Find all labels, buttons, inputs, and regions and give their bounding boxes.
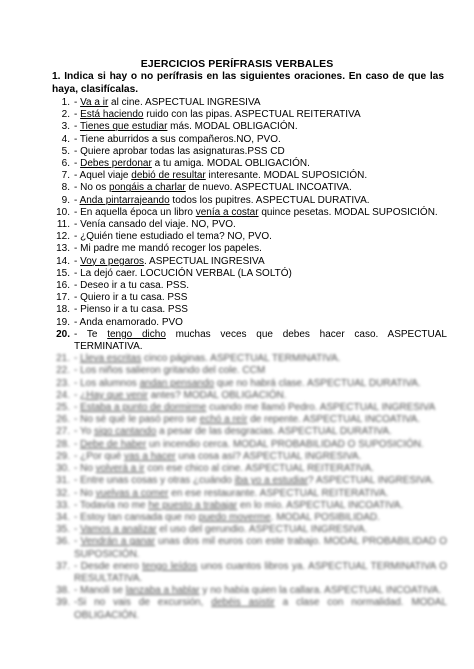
item-text-segment: - Los niños salieron gritando del cole. CCM	[74, 365, 266, 377]
item-text	[74, 182, 447, 194]
item-text-segment: - Tiene aburridos a sus compañeros.NO, PVO.	[74, 133, 281, 145]
periphrasis-underlined: andan pensando	[139, 377, 215, 389]
list-item	[52, 500, 447, 512]
exercise-list	[52, 97, 447, 622]
item-text	[74, 207, 447, 219]
item-text-segment: . ASPECTUAL INGRESIVA	[144, 255, 265, 267]
item-text	[74, 317, 447, 329]
list-item	[52, 182, 447, 194]
item-text-segment: -	[74, 121, 80, 133]
list-item	[52, 280, 447, 292]
item-text-segment: y no había quien la callara. ASPECTUAL INCOATIVA.	[199, 585, 442, 597]
periphrasis-underlined: tengo leídos	[142, 560, 198, 572]
list-item	[52, 475, 447, 487]
item-number: 32.	[56, 487, 70, 499]
item-number: 21.	[56, 353, 70, 365]
item-text-segment: un incendio cerca. MODAL PROBABILIDAD O SUPOSICIÓN.	[146, 438, 424, 450]
item-text-segment: - No	[74, 463, 96, 475]
list-item	[52, 195, 447, 207]
list-item	[52, 317, 447, 329]
list-item	[52, 353, 447, 365]
periphrasis-underlined: Vendrán a ganar	[80, 536, 156, 548]
item-text-segment: de repente. ASPECTUAL INCOATIVA.	[247, 414, 421, 426]
item-number: 10.	[56, 206, 70, 218]
periphrasis-underlined: Lleva escritas	[80, 353, 142, 365]
item-text-segment: -	[74, 194, 80, 206]
periphrasis-underlined: vas a hacer	[124, 450, 176, 462]
list-item	[52, 585, 447, 597]
item-number: 26.	[56, 414, 70, 426]
item-text	[74, 500, 447, 512]
list-item	[52, 158, 447, 170]
item-number: 30.	[56, 463, 70, 475]
item-number: 9.	[61, 194, 70, 206]
periphrasis-underlined: debió de resultar	[131, 170, 206, 182]
item-text-segment: -	[74, 109, 81, 121]
list-item	[52, 597, 447, 621]
list-item	[52, 146, 447, 158]
item-text	[74, 109, 447, 121]
item-text	[74, 451, 447, 463]
item-text	[74, 365, 447, 377]
item-text-segment: muchas veces que debes hacer caso. ASPECTUAL TERMINATIVA.	[74, 328, 447, 353]
item-text-segment: - Te	[74, 328, 108, 340]
item-number: 11.	[56, 219, 70, 231]
item-text-segment: cuando me llamó Pedro. ASPECTUAL INGRESIVA	[206, 402, 436, 414]
item-text-segment: unos cuantos libros ya. ASPECTUAL TERMINATIVA O RESULTATIVA.	[74, 560, 447, 584]
item-text-segment: - No	[74, 487, 96, 499]
periphrasis-underlined: Voy a pegaros	[80, 255, 145, 267]
item-text-segment: todos los pupitres. ASPECTUAL DURATIVA.	[169, 194, 370, 206]
list-item	[52, 207, 447, 219]
item-number: 17.	[56, 292, 70, 304]
list-item	[52, 121, 447, 133]
item-number: 18.	[56, 304, 70, 316]
item-number: 35.	[56, 524, 70, 536]
item-text	[74, 439, 447, 451]
list-item	[52, 134, 447, 146]
item-number: 38.	[56, 585, 70, 597]
item-text	[74, 414, 447, 426]
item-number: 7.	[61, 170, 70, 182]
list-item	[52, 231, 447, 243]
item-text	[74, 488, 447, 500]
item-text-segment: más. MODAL OBLIGACIÓN.	[167, 121, 298, 133]
list-item	[52, 488, 447, 500]
item-text-segment: -	[74, 97, 81, 108]
item-text	[74, 97, 447, 109]
item-number: 23.	[56, 377, 70, 389]
periphrasis-underlined: Tienes que estudiar	[79, 121, 168, 133]
item-number: 27.	[56, 426, 70, 438]
item-text	[74, 426, 447, 438]
item-text-segment: - Mi padre me mandó recoger los papeles.	[74, 243, 262, 255]
item-text-segment: -	[74, 255, 81, 267]
item-number: 28.	[56, 438, 70, 450]
item-text	[74, 146, 447, 158]
item-text	[74, 329, 447, 353]
item-text-segment: - Quiere aprobar todas las asignaturas.PSS CD	[74, 145, 285, 157]
periphrasis-underlined: he puesto a trabajar	[148, 499, 238, 511]
list-item	[52, 243, 447, 255]
item-number: 16.	[56, 280, 70, 292]
periphrasis-underlined: pongáis a charlar	[109, 182, 186, 194]
item-text-segment: - No os	[74, 182, 110, 194]
item-number: 25.	[56, 402, 70, 414]
item-text	[74, 512, 447, 524]
list-item	[52, 463, 447, 475]
item-number: 22.	[56, 365, 70, 377]
item-text-segment: - Aquel viaje	[74, 170, 132, 182]
item-text	[74, 353, 447, 365]
item-text-segment: cinco páginas. ASPECTUAL TERMINATIVA.	[141, 353, 341, 365]
list-item	[52, 451, 447, 463]
item-text-segment: en lo mío. ASPECTUAL INCOATIVA.	[237, 499, 404, 511]
item-text-segment: - En aquella época un libro	[74, 206, 196, 218]
periphrasis-underlined: tengo dicho	[107, 328, 166, 340]
item-text	[74, 256, 447, 268]
periphrasis-underlined: echó a reír	[199, 414, 248, 426]
item-text-segment: -Si no vais de excursión,	[74, 597, 212, 609]
periphrasis-underlined: sigo cantando	[94, 426, 157, 438]
periphrasis-underlined: debéis asistir	[211, 597, 275, 609]
item-text-segment: - Yo	[74, 426, 95, 438]
item-text-segment: -	[74, 438, 81, 450]
item-text-segment: de nuevo. ASPECTUAL INCOATIVA.	[185, 182, 352, 194]
item-number: 34.	[56, 511, 70, 523]
item-text	[74, 158, 447, 170]
item-text	[74, 231, 447, 243]
list-item	[52, 414, 447, 426]
item-text-segment: -	[74, 158, 81, 170]
item-number: 12.	[56, 231, 70, 243]
list-item	[52, 390, 447, 402]
item-number: 1.	[61, 97, 70, 108]
item-text	[74, 170, 447, 182]
item-text-segment: - Entre unas cosas y otras ¿cuándo	[74, 475, 235, 487]
document-title: EJERCICIOS PERÍFRASIS VERBALES	[140, 58, 334, 70]
list-item	[52, 268, 447, 280]
item-text-segment: - Desde enero	[74, 560, 143, 572]
item-text	[74, 378, 447, 390]
item-text-segment: el uso del gerundio. ASPECTUAL INGRESIVA.	[156, 524, 368, 536]
item-number: 13.	[56, 243, 70, 255]
item-text	[74, 597, 447, 621]
item-text-segment: - Quiero ir a tu casa. PSS	[74, 292, 188, 304]
item-number: 29.	[56, 450, 70, 462]
item-text-segment: -	[74, 524, 81, 536]
periphrasis-underlined: Va a ir	[80, 97, 109, 108]
item-text-segment: - Venía cansado del viaje. NO, PVO.	[74, 219, 236, 231]
item-text-segment: ruido con las pipas. ASPECTUAL REITERATIVA	[143, 109, 361, 121]
periphrasis-underlined: ¿Hay que venir	[80, 389, 148, 401]
item-text-segment: -	[74, 536, 81, 548]
item-number: 37.	[56, 560, 70, 572]
item-text-segment: una cosa así? ASPECTUAL INGRESIVA.	[175, 450, 362, 462]
item-text	[74, 390, 447, 402]
item-text	[74, 536, 447, 560]
item-text-segment: a tu amiga. MODAL OBLIGACIÓN.	[151, 158, 310, 170]
item-number: 24.	[56, 389, 70, 401]
periphrasis-underlined: Vamos a analizar	[80, 524, 157, 536]
item-text-segment: - ¿Quién tiene estudiado el tema? NO, PVO.	[74, 231, 272, 243]
list-item	[52, 561, 447, 585]
list-item	[52, 536, 447, 560]
item-text	[74, 402, 447, 414]
list-item	[52, 219, 447, 231]
item-number: 39.	[56, 597, 70, 609]
item-text-segment: - Los alumnos	[74, 377, 140, 389]
item-number: 36.	[56, 536, 70, 548]
item-text-segment: -	[74, 402, 81, 414]
item-text-segment: ? ASPECTUAL INGRESIVA.	[308, 475, 435, 487]
item-text	[74, 243, 447, 255]
item-number: 8.	[61, 182, 70, 194]
item-text	[74, 463, 447, 475]
list-item	[52, 170, 447, 182]
item-text	[74, 524, 447, 536]
periphrasis-underlined: volverá a ir	[95, 463, 145, 475]
periphrasis-underlined: puedo moverme	[198, 511, 271, 523]
item-text	[74, 585, 447, 597]
list-item	[52, 402, 447, 414]
item-text-segment: - ¿Por qué	[74, 450, 125, 462]
item-text	[74, 280, 447, 292]
item-text-segment: . MODAL POSIBILIDAD.	[270, 511, 380, 523]
list-item	[52, 426, 447, 438]
item-text-segment: antes? MODAL OBLIGACIÓN.	[147, 389, 287, 401]
item-text-segment: en ese restaurante. ASPECTUAL REITERATIVA.	[168, 487, 389, 499]
item-text	[74, 292, 447, 304]
list-item	[52, 304, 447, 316]
periphrasis-underlined: Anda pintarrajeando	[79, 194, 170, 206]
item-number: 20.	[56, 328, 70, 340]
item-text-segment: -	[74, 353, 81, 365]
item-text	[74, 134, 447, 146]
item-text	[74, 219, 447, 231]
list-item	[52, 512, 447, 524]
item-number: 19.	[56, 316, 70, 328]
item-number: 6.	[61, 158, 70, 170]
item-text-segment: unas dos mil euros con este trabajo. MODAL PROBABILIDAD O SUPOSICIÓN.	[74, 536, 448, 560]
item-number: 3.	[61, 121, 70, 133]
list-item	[52, 256, 447, 268]
item-number: 31.	[56, 475, 70, 487]
item-text-segment: al cine. ASPECTUAL INGRESIVA	[108, 97, 261, 108]
list-item	[52, 378, 447, 390]
item-text-segment: que no habrá clase. ASPECTUAL DURATIVA.	[214, 377, 421, 389]
list-item	[52, 439, 447, 451]
item-text-segment: - Manoli se	[74, 585, 126, 597]
item-number: 14.	[56, 255, 70, 267]
periphrasis-underlined: iba yo a estudiar	[234, 475, 309, 487]
item-text-segment: - Todavía no me	[74, 499, 149, 511]
item-text-segment: a clase con normalidad. MODAL OBLIGACIÓN.	[74, 597, 448, 621]
item-text-segment: -	[74, 389, 81, 401]
item-number: 2.	[61, 109, 70, 121]
periphrasis-underlined: Debes perdonar	[80, 158, 152, 170]
periphrasis-underlined: Estaba a punto de dormirme	[80, 402, 207, 414]
periphrasis-underlined: vuelvas a comer	[95, 487, 169, 499]
item-text	[74, 268, 447, 280]
item-text-segment: con ese chico al cine. ASPECTUAL REITERATIVA.	[144, 463, 374, 475]
list-item	[52, 292, 447, 304]
item-number: 4.	[61, 133, 70, 145]
item-text	[74, 475, 447, 487]
item-text-segment: a pesar de las desgracias. ASPECTUAL DURATIVA.	[156, 426, 392, 438]
list-item	[52, 524, 447, 536]
periphrasis-underlined: Está haciendo	[80, 109, 144, 121]
periphrasis-underlined: Debe de haber	[80, 438, 147, 450]
list-item	[52, 97, 447, 109]
item-number: 15.	[56, 267, 70, 279]
item-text	[74, 121, 447, 133]
list-item	[52, 365, 447, 377]
item-text	[74, 561, 447, 585]
item-number: 5.	[61, 145, 70, 157]
item-text-segment: - Pienso ir a tu casa. PSS	[74, 304, 188, 316]
item-text	[74, 304, 447, 316]
item-text-segment: quince pesetas. MODAL SUPOSICIÓN.	[258, 206, 438, 218]
exercise-instruction: 1. Indica si hay o no perífrasis en las siguientes oraciones. En caso de que las haya, clasifícalas.	[52, 71, 444, 95]
item-text-segment: interesante. MODAL SUPOSICIÓN.	[205, 170, 368, 182]
list-item	[52, 329, 447, 353]
item-text-segment: - No sé qué le pasó pero se	[74, 414, 200, 426]
item-text-segment: - Anda enamorado. PVO	[74, 316, 183, 328]
item-text-segment: - Deseo ir a tu casa. PSS.	[74, 280, 190, 292]
list-item	[52, 109, 447, 121]
item-text	[74, 195, 447, 207]
item-text-segment: - La dejó caer. LOCUCIÓN VERBAL (LA SOLTÓ)	[74, 267, 292, 279]
periphrasis-underlined: venía a costar	[195, 206, 259, 218]
item-text-segment: - Estoy tan cansada que no	[74, 511, 199, 523]
item-number: 33.	[56, 499, 70, 511]
periphrasis-underlined: lanzaba a hablar	[125, 585, 200, 597]
